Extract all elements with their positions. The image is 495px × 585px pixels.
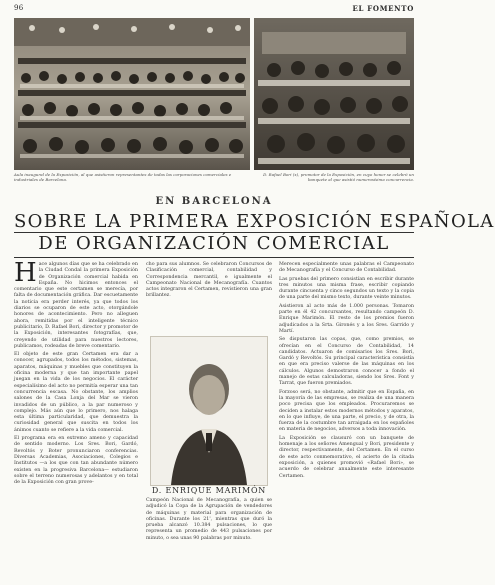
banquet-photo [254, 18, 414, 170]
paragraph: Asistieron al acto más de 1.000 personas. Tomaron parte en él 42 concursantes, resultando campeón D. Enrique Marimón. El resto de los premios fueron adjudicados a la Srta. Gironés y a los Sres. Garrido y Martí. [279, 303, 414, 334]
caption-right: D. Rafael Bori (x), promotor de la Exposición, en cuyo honor se celebró un banquete al que asistió numerosísima concurrencia. [263, 172, 414, 182]
paragraph: La Exposición se clausuró con un banquete de homenaje a los señores Amengual y Bori, presidente y director, respectivamente, del Certamen. En el curso de este acto conmemorativo, el acierto de la citada exposición, a quienes promovió «Rafael Bori», se acuerdo de celebrar anualmente este interesante Certamen. [279, 435, 414, 479]
portrait-photo [150, 336, 268, 486]
portrait-caption [146, 498, 272, 564]
paragraph: Se disputaron las copas, que, como premios, se ofrecían en el Concurso de Contabilidad, 14 candidatos. Actuaron de comisarios los Sres. Bori, Gardó y Revoltós. Su principal característica consistía en que era preciso valerse de las máquinas en los cálculos. Algunos demostraron conocer a fondo el manejo de estas calculadoras, siendo los Sres. Font y Tarrat, que fueron premiados. [279, 337, 414, 387]
paragraph: El programa era en extremo ameno y capacidad de sentido moderno. Los Sres. Bori, Gardó, Revoltós y Boter pronunciaron conferencias. Diversas Academias, Asociaciones, Colegios e Institutos —a los que con tan abundante número existen en la progresiva Barcelona— estudiaron sobre el terreno numerosas y adelantos y en total de la Exposición con gran prove- [14, 436, 138, 486]
title-rule-bottom [14, 257, 414, 258]
photo-captions [14, 172, 414, 186]
article-title-line2: DE ORGANIZACIÓN COMERCIAL [38, 233, 390, 254]
paragraph: Campeón Nacional de Mecanografía, a quien se adjudicó la Copa de la Agrupación de vendedores de máquinas y material para organización de oficinas. Durante los 21', mientras que duró la prueba alcanzó 10.384 pulsaciones, lo que representa un promedio de 443 pulsaciones por minuto, o sea unas 90 palabras por minuto. [146, 498, 272, 541]
paragraph: Las pruebas del primero consistían en escribir durante tres minutos una misma frase, escribir copiando durante cincuenta y cinco segundos un texto y la copia de una parte del mismo texto, durante veinte minutos. [279, 276, 414, 301]
portrait-name: D. ENRIQUE MARIMÓN [151, 486, 267, 495]
photo-row [14, 18, 414, 170]
article-column-2-top [146, 262, 272, 336]
caption-left: Aula inaugural de la Exposición, al que asistieron representantes de todas las corporaciones comerciales e industriales de Barcelona. [14, 172, 232, 182]
paragraph: cho para sus alumnos. Se celebraron Concursos de Clasificación comercial, contabilidad y Correspondencia mercantil, e igualmente el Campeonato Nacional de Mecanografía. Cuantos actos integraron el Certamen, revistieron una gran brillantez. [146, 262, 272, 299]
masthead: EL FOMENTO [352, 4, 414, 13]
paragraph: Forzoso será, no obstante, admitir que en España, en la mayoría de las empresas, se realiza de una manera poco precisa que los empleados. Procuraremos se deciden a instalar estos modernos métodos y aparatos, en lo que influye, de una parte, el precio, y de otra, la fuerza de la costumbre tan arraigada en los españoles en materia de negocios, adversos a toda innovación. [279, 389, 414, 433]
page-header [14, 4, 414, 16]
article-title-line1: SOBRE LA PRIMERA EXPOSICIÓN ESPAÑOLA [14, 211, 495, 232]
paragraph: El objeto de este gran Certamen era dar a conocer, agrupados, todos los métodos, sistemas, aparatos, máquinas y muebles que constituyen la oficina moderna y que tan importante papel juegan en la vida de los negocios. El carácter especialísimo del acto no permitía esperar una tan concurrencia escasa. No obstante, los amplios salones de la Casa Lonja del Mar se vieron invadidos de un público, a la par numeroso y complejo. Más aún que lo primero, nos halaga esta última particularidad, que demuestra la curiosidad general que suscita en todos los ánimos cuanto se refiere a la vida comercial. [14, 352, 138, 433]
paragraph: Hace algunos días que se ha celebrado en la Ciudad Condal la primera Exposición de Organización comercial habida en España. No hicimos entonces el comentario que este certamen se merecía, por falta de documentación gráfica. Dar escuetamente la noticia era perder interés, ya que todos los diarios se ocuparon de este acto, otorgándole honores de acontecimiento. Pero no alleguen ahora, remitidas por el inteligente técnico publicitario, D. Rafael Bori, director y promotor de la Exposición, interesantes fotografías, que, creyendo de utilidad para nuestros lectores, publicamos, rodeadas de breve comentario. [14, 258, 138, 349]
paragraph: Merecen especialmente unas palabras el Campeonato de Mecanografía y el Concurso de Contabilidad. [279, 262, 414, 274]
article-column-3 [279, 262, 414, 564]
article-column-1 [14, 258, 138, 564]
article-kicker: EN BARCELONA [155, 196, 273, 207]
page-number: 96 [14, 4, 24, 12]
exhibition-hall-photo [14, 18, 250, 170]
